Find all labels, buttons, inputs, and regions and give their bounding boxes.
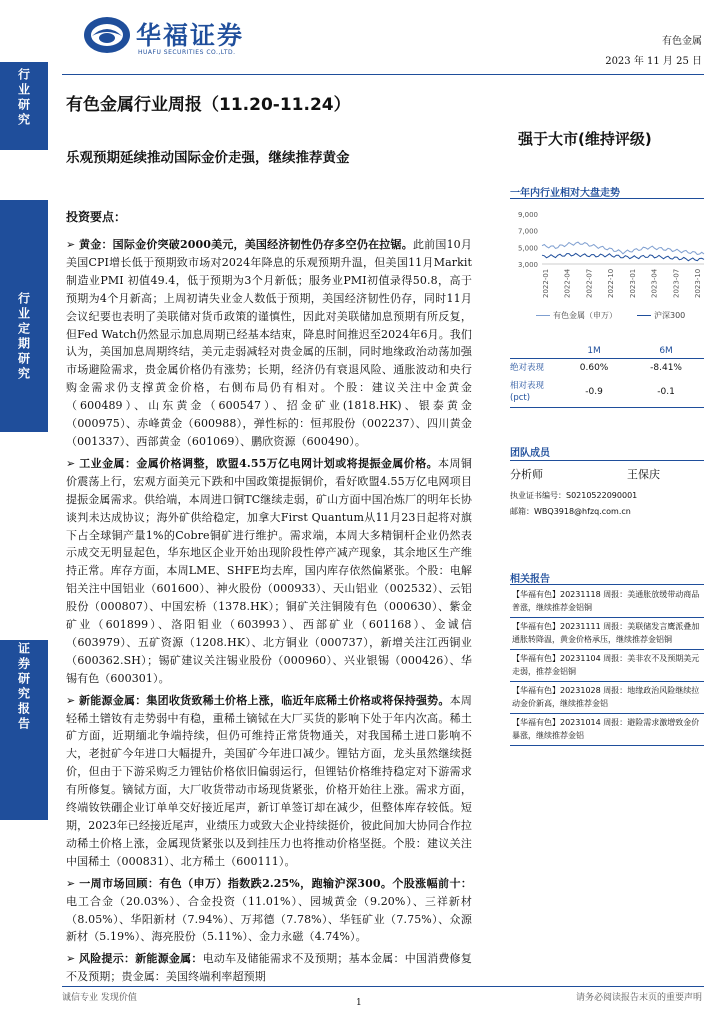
y-tick-label: 7,000 (517, 227, 538, 236)
header-divider (62, 74, 704, 75)
related-report-item[interactable]: 【华福有色】20231028 周报：地缘政治风险继续拉动金价新高，继续推荐金铝 (510, 682, 704, 714)
sidebar-tag-report: 证券研究报告 (0, 640, 48, 820)
related-divider (510, 584, 704, 585)
investment-body (66, 236, 472, 990)
header-meta (605, 32, 702, 72)
team-divider (510, 460, 704, 461)
bullet-industrial: ➢ 工业金属：金属价格调整，欧盟4.55万亿电网计划或将提振金属价格。本周铜价震荡上行，宏观方面美元下跌和中国政策提振铜价，看好欧盟4.55万亿电网项目提振金属需求。供给端，本周进口铜TC继续走弱，矿山方面中国冶炼厂的明年长协谈判未达成协议；海外矿供给稳定，加拿大First Quantum从11月23日起将对旗下占全球铜产量1%的Cobre铜矿进行维护。需求端，本周大多精铜杆企业仍然表示成交无明显起色，华东地区企业开始出现阶段性停产减产现象，其余地区生产维持正常。库存方面，本周LME、SHFE均去库，国内库存依然偏紧张。个股：电解铝关注中国铝业（601600）、神火股份（000933）、天山铝业（002532）、云铝股份（000807）、中国宏桥（1378.HK）；铜矿关注铜陵有色（000630）、紫金矿业（601899）、洛阳钼业（603993）、西部矿业（601168）、金诚信（603979）、五矿资源（1208.HK）、北方铜业（000737），新增关注江西铜业（600362.SH）；锡矿建议关注锡业股份（000960）、兴业银锡（000426）、华锡有色（600301）。 (66, 456, 472, 685)
bullet-risk: ➢ 风险提示：新能源金属：电动车及储能需求不及预期；基本金属：中国消费修复不及预期；贵金属：美国终端利率超预期 (66, 952, 472, 984)
x-tick-label: 2023-04 (650, 268, 659, 298)
header-sector: 有色金属 (662, 36, 702, 47)
perf-cell: -0.1 (628, 377, 704, 408)
footer-divider (62, 986, 704, 987)
header-date: 2023 年 11 月 25 日 (605, 56, 702, 67)
bullet-gold: ➢ 黄金：国际金价突破2000美元，美国经济韧性仍存多空仍在拉锯。此前国10月美国CPI增长低于预期致市场对2024年降息的乐观预期升温，但美国11月Markit制造业PMI 初值49.4，低于预期为3个月新低；服务业PMI初值录得50.8，高于预期为4个月新高；上周初请失业金人数低于预期，美国经济韧性仍存，同时11月会议纪要也表明了美联储对货币政策的谨慎性，因此对美联储加息预期有所反复，但Fed Watch仍然显示加息周期已经基本结束，降息时间推迟至2024年6月。我们认为，美国加息周期终结，美元走弱减轻对贵金属的压制，同时地缘政治动荡加强市场避险需求，贵金属价格仍有涨势；长期，经济仍有衰退风险、通胀波动和央行购金需求仍支撑黄金价格，右侧布局仍有相对。个股：建议关注中金黄金（600489）、山东黄金（600547）、招金矿业(1818.HK)、银泰黄金（000975）、赤峰黄金（600988），弹性标的：恒邦股份（002237）、四川黄金（001337）、西部黄金（601069）、鹏欣资源（600490）。 (66, 238, 472, 448)
team-heading: 团队成员 (510, 448, 550, 459)
y-tick-label: 3,000 (517, 261, 538, 269)
performance-table (510, 344, 704, 408)
perf-row-label: 绝对表现 (510, 363, 545, 373)
x-tick-label: 2022-10 (607, 268, 616, 298)
perf-cell: -8.41% (650, 363, 682, 373)
investment-heading: 投资要点： (66, 210, 127, 224)
brand-logo (82, 14, 272, 64)
rating: 强于大市(维持评级) (518, 130, 652, 148)
x-tick-label: 2023-01 (628, 268, 637, 298)
page-number: 1 (356, 998, 362, 1008)
x-tick-label: 2023-07 (672, 268, 681, 298)
related-report-item[interactable]: 【华福有色】20231111 周报：美联储发言鹰派叠加通胀转降温，黄金价格承压，继续推荐金铝铜 (510, 618, 704, 650)
analyst-card (510, 466, 704, 520)
x-tick-label: 2023-10 (694, 268, 702, 298)
legend-item-sector: 有色金属（申万） (536, 310, 617, 321)
perf-row-label: 相对表现 (pct) (510, 377, 560, 408)
logo-icon (82, 14, 132, 56)
series-line-0 (542, 242, 704, 254)
chart-divider (510, 198, 704, 199)
report-title: 有色金属行业周报（11.20-11.24） (66, 95, 351, 115)
bullet-new-energy: ➢ 新能源金属：集团收货致稀土价格上涨，临近年底稀土价格或将保持强势。本周轻稀土镨钕有走势弱中有稳，重稀土镝铽在大厂买货的影响下处于年内次高。稀土矿方面，近期缅北争端持续，但仍可维持正常货物通关，对我国稀土进口影响不大，老挝矿今年进口大幅提升，美国矿今年进口减少。锂钴方面，龙头虽然继续挺价，但由于下游采购乏力锂钴价格依旧偏弱运行，但锂钴价格维持稳定对下游需求有所修复。镝铽方面，大厂收货带动市场现货紧张，价格开始往上涨。需求方面，终端钕铁硼企业订单单交好接近尾声，新订单签订却在减少，但整体库存较低。短期，2023年已经接近尾声，业绩压力或致大企业持续挺价，彼此间加大协同合作拉动稀土价格上涨，金属现货紧张以及到挂压力也将推动价格坚挺。个股：建议关注中国稀土（000831）、北方稀土（600111）。 (66, 693, 472, 868)
relative-performance-chart (510, 204, 710, 324)
x-tick-label: 2022-07 (585, 268, 594, 298)
x-tick-label: 2022-01 (542, 268, 550, 298)
perf-header-6m: 6M (628, 344, 704, 359)
brand-name: 华福证券 (136, 21, 245, 50)
brand-name-en: HUAFU SECURITIES CO.,LTD. (138, 49, 236, 56)
chart-legend (536, 310, 685, 321)
analyst-email[interactable]: 邮箱：WBQ3918@hfzq.com.cn (510, 507, 631, 516)
series-line-1 (542, 253, 704, 260)
perf-cell: -0.9 (560, 377, 628, 408)
analyst-name: 王保庆 (627, 468, 660, 481)
perf-cell: 0.60% (579, 363, 609, 373)
x-tick-label: 2022-04 (563, 268, 572, 298)
analyst-role: 分析师 (510, 468, 543, 481)
bullet-market: ➢ 一周市场回顾：有色（申万）指数跌2.25%，跑输沪深300。个股涨幅前十：电工合金（20.03%）、合金投资（11.01%）、园城黄金（9.20%）、三祥新材（8.05%）、华阳新材（7.94%）、万邦德（7.78%）、华钰矿业（7.75%）、众源新材（5.19%）、海亮股份（5.11%）、金力永磁（4.74%）。 (66, 876, 472, 944)
y-tick-label: 9,000 (517, 211, 538, 219)
report-subtitle: 乐观预期延续推动国际金价走强，继续推荐黄金 (66, 150, 350, 166)
related-report-item[interactable]: 【华福有色】20231014 周报：避险需求激增致金价暴涨，继续推荐金铝 (510, 714, 704, 746)
related-report-item[interactable]: 【华福有色】20231118 周报：美通胀放缓带动商品普涨，继续推荐金铝铜 (510, 586, 704, 618)
sidebar-tag-research: 行业研究 (0, 62, 48, 150)
analyst-cert: 执业证书编号：S0210522090001 (510, 491, 638, 500)
footer-disclaimer: 请务必阅读报告末页的重要声明 (575, 993, 702, 1003)
sidebar-tag-periodic: 行业定期研究 (0, 200, 48, 432)
chart-title: 一年内行业相对大盘走势 (510, 188, 620, 199)
related-report-item[interactable]: 【华福有色】20231104 周报：美非农不及预期美元走弱，推荐金铝铜 (510, 650, 704, 682)
legend-item-hs300: 沪深300 (637, 310, 685, 321)
footer-slogan: 诚信专业 发现价值 (62, 993, 137, 1003)
perf-header-1m: 1M (560, 344, 628, 359)
related-reports (510, 586, 704, 746)
y-tick-label: 5,000 (517, 244, 538, 253)
related-heading: 相关报告 (510, 574, 550, 585)
